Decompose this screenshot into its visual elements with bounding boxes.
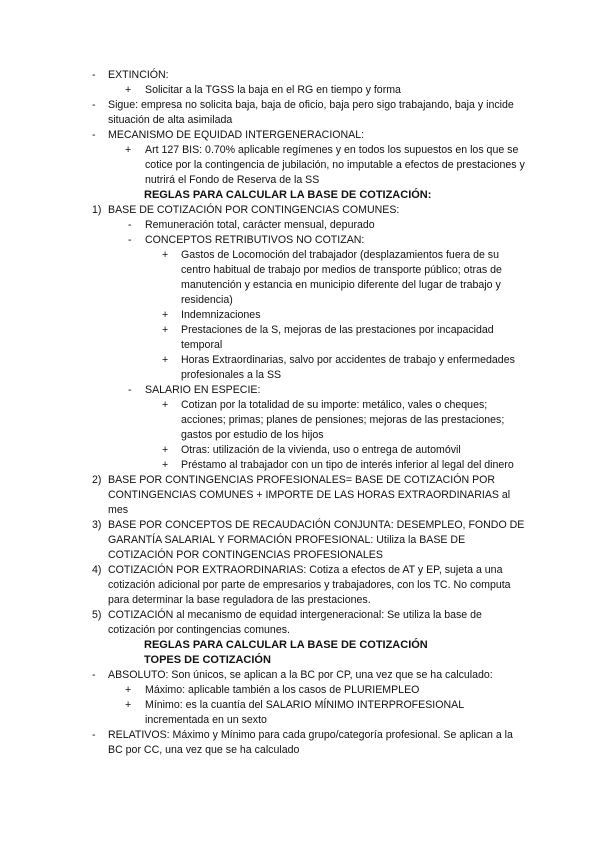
list-text: COTIZACIÓN POR EXTRAORDINARIAS: Cotiza a efectos de AT y EP, sujeta a una cotización adicional por parte de empresarios y trabajadores, con los TC. No computa para determinar la base reguladora de las prestaciones.: [108, 564, 511, 606]
list-marker: -: [92, 129, 96, 141]
list-marker: 5): [92, 609, 102, 621]
list-item: [0, 443, 600, 458]
list-marker: -: [92, 99, 96, 111]
list-text: Mínimo: es la cuantía del SALARIO MÍNIMO INTERPROFESIONAL incrementada en un sexto: [145, 699, 464, 726]
heading-text: REGLAS PARA CALCULAR LA BASE DE COTIZACIÓN:: [144, 189, 432, 201]
list-text: Máximo: aplicable también a los casos de PLURIEMPLEO: [145, 684, 420, 696]
list-marker: +: [162, 324, 169, 336]
list-text: Art 127 BIS: 0.70% aplicable regímenes y en todos los supuestos en los que se cotice por la contingencia de jubilación, no imputable a efectos de prestaciones y nutrirá el Fondo de Reserva de la SS: [145, 144, 525, 186]
list-marker: +: [162, 354, 169, 366]
list-marker: +: [162, 399, 169, 411]
list-item: [0, 83, 600, 98]
list-marker: +: [125, 684, 132, 696]
list-text: Cotizan por la totalidad de su importe: metálico, vales o cheques; acciones; primas; planes de pensiones; mejoras de las prestaciones; gastos por estudio de los hijos: [181, 399, 505, 441]
list-item: [0, 608, 600, 638]
list-text: Préstamo al trabajador con un tipo de interés inferior al legal del dinero: [181, 459, 514, 471]
list-marker: +: [162, 309, 169, 321]
list-item: [0, 728, 600, 758]
list-marker: -: [92, 69, 96, 81]
list-item: [0, 98, 600, 128]
list-text: BASE POR CONTINGENCIAS PROFESIONALES= BASE DE COTIZACIÓN POR CONTINGENCIAS COMUNES + IMPORTE DE LAS HORAS EXTRAORDINARIAS al mes: [108, 474, 511, 516]
heading-text: REGLAS PARA CALCULAR LA BASE DE COTIZACIÓN: [144, 639, 428, 651]
list-marker: +: [125, 84, 132, 96]
list-item: [0, 683, 600, 698]
list-marker: +: [162, 459, 169, 471]
list-text: BASE POR CONCEPTOS DE RECAUDACIÓN CONJUNTA: DESEMPLEO, FONDO DE GARANTÍA SALARIAL Y FORMACIÓN PROFESIONAL: Utiliza la BASE DE COTIZACIÓN POR CONTINGENCIAS PROFESIONALES: [108, 519, 525, 561]
list-text: COTIZACIÓN al mecanismo de equidad intergeneracional: Se utiliza la base de cotización por contingencias comunes.: [108, 609, 482, 636]
list-text: CONCEPTOS RETRIBUTIVOS NO COTIZAN:: [145, 234, 365, 246]
list-marker: -: [128, 219, 132, 231]
list-marker: -: [92, 729, 96, 741]
section-heading: [72, 188, 542, 203]
list-marker: 4): [92, 564, 102, 576]
list-text: RELATIVOS: Máximo y Mínimo para cada grupo/categoría profesional. Se aplican a la BC por CC, una vez que se ha calculado: [108, 729, 513, 756]
list-marker: -: [128, 234, 132, 246]
list-item: [0, 248, 600, 308]
list-marker: +: [162, 249, 169, 261]
list-text: SALARIO EN ESPECIE:: [145, 384, 261, 396]
list-text: Indemnizaciones: [181, 309, 261, 321]
list-text: Horas Extraordinarias, salvo por accidentes de trabajo y enfermedades profesionales a la SS: [181, 354, 515, 381]
list-text: ABSOLUTO: Son únicos, se aplican a la BC por CP, una vez que se ha calculado:: [108, 669, 493, 681]
list-marker: +: [162, 444, 169, 456]
section-heading: [72, 638, 542, 653]
list-item: [0, 563, 600, 608]
list-marker: 3): [92, 519, 102, 531]
document-page: [0, 68, 600, 758]
list-item: [0, 203, 600, 218]
list-marker: -: [128, 384, 132, 396]
list-item: [0, 233, 600, 248]
list-item: [0, 473, 600, 518]
list-text: EXTINCIÓN:: [108, 69, 169, 81]
list-item: [0, 128, 600, 143]
list-marker: -: [92, 669, 96, 681]
list-item: [0, 458, 600, 473]
section-heading: [72, 653, 542, 668]
list-marker: +: [125, 699, 132, 711]
list-item: [0, 668, 600, 683]
list-text: Gastos de Locomoción del trabajador (desplazamientos fuera de su centro habitual de trabajo por medios de transporte público; otras de manutención y estancia en municipio diferente del lugar de trabajo y residencia): [181, 249, 502, 306]
list-marker: 1): [92, 204, 102, 216]
list-item: [0, 68, 600, 83]
list-text: Remuneración total, carácter mensual, depurado: [145, 219, 375, 231]
list-marker: +: [125, 144, 132, 156]
list-item: [0, 218, 600, 233]
list-item: [0, 308, 600, 323]
list-text: Solicitar a la TGSS la baja en el RG en tiempo y forma: [145, 84, 401, 96]
list-marker: 2): [92, 474, 102, 486]
heading-text: TOPES DE COTIZACIÓN: [144, 654, 271, 666]
list-text: Otras: utilización de la vivienda, uso o entrega de automóvil: [181, 444, 461, 456]
list-text: Sigue: empresa no solicita baja, baja de oficio, baja pero sigo trabajando, baja y incide situación de alta asimilada: [108, 99, 514, 126]
list-item: [0, 383, 600, 398]
list-item: [0, 143, 600, 188]
list-text: MECANISMO DE EQUIDAD INTERGENERACIONAL:: [108, 129, 365, 141]
list-item: [0, 323, 600, 353]
list-item: [0, 698, 600, 728]
list-item: [0, 398, 600, 443]
list-text: BASE DE COTIZACIÓN POR CONTINGENCIAS COMUNES:: [108, 204, 400, 216]
list-item: [0, 518, 600, 563]
list-item: [0, 353, 600, 383]
list-text: Prestaciones de la S, mejoras de las prestaciones por incapacidad temporal: [181, 324, 494, 351]
